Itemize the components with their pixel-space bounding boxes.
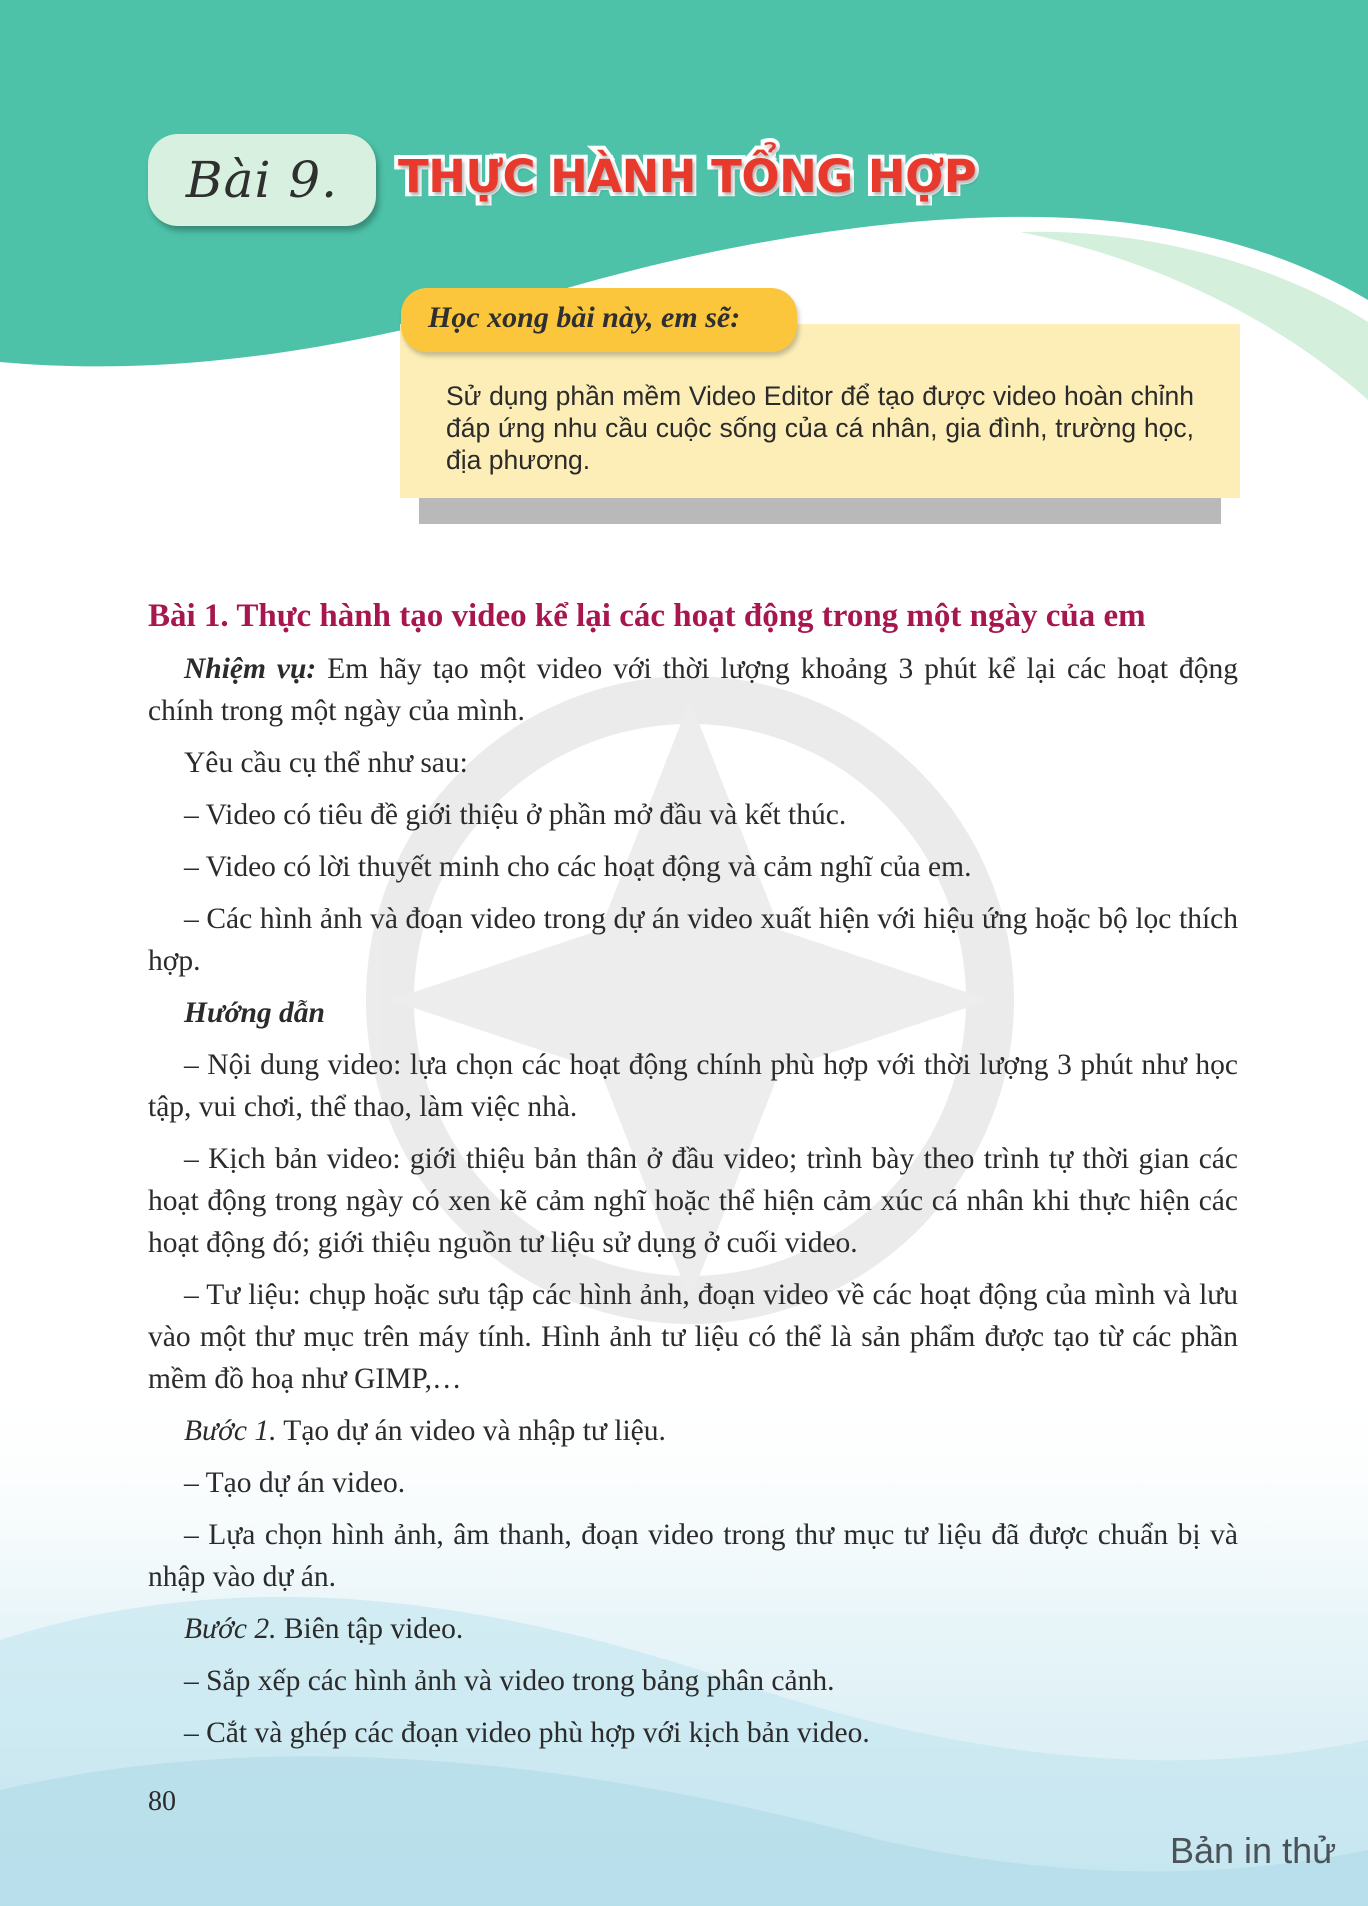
step1-text: Tạo dự án video và nhập tư liệu. <box>276 1415 666 1447</box>
page-number: 80 <box>148 1786 176 1817</box>
step2-label: Bước 2. <box>184 1613 277 1645</box>
guide-item: – Nội dung video: lựa chọn các hoạt động chính phù hợp với thời lượng 3 phút như học tập, vui chơi, thể thao, làm việc nhà. <box>148 1049 1238 1123</box>
requirement-item: – Video có tiêu đề giới thiệu ở phần mở đầu và kết thúc. <box>184 799 847 831</box>
objectives-label <box>401 288 797 352</box>
guide-paragraph <box>148 992 1238 1034</box>
step1-paragraph <box>148 1410 1238 1452</box>
task-label: Nhiệm vụ: <box>184 653 317 685</box>
step2-paragraph <box>148 1608 1238 1650</box>
guide-item: – Kịch bản video: giới thiệu bản thân ở đầu video; trình bày theo trình tự thời gian các hoạt động trong ngày có xen kẽ cảm nghĩ hoặc thể hiện cảm xúc cá nhân khi thực hiện các hoạt động đó; giới thiệu nguồn tư liệu sử dụng ở cuối video. <box>148 1143 1238 1259</box>
objectives-box-shadow <box>419 498 1221 524</box>
exercise-heading: Bài 1. Thực hành tạo video kể lại các hoạt động trong một ngày của em <box>148 598 1146 634</box>
guide-item: – Tư liệu: chụp hoặc sưu tập các hình ảnh, đoạn video về các hoạt động của mình và lưu vào một thư mục trên máy tính. Hình ảnh tư liệu có thể là sản phẩm được tạo từ các phần mềm đồ hoạ như GIMP,… <box>148 1279 1238 1395</box>
print-proof-mark: Bản in thử <box>1170 1830 1337 1871</box>
objectives-text: Sử dụng phần mềm Video Editor để tạo được video hoàn chỉnh đáp ứng nhu cầu cuộc sống của cá nhân, gia đình, trường học, địa phương. <box>446 381 1194 475</box>
task-paragraph <box>148 648 1238 732</box>
lesson-title: THỰC HÀNH TỔNG HỢP <box>398 150 977 203</box>
step1-label: Bước 1. <box>184 1415 277 1447</box>
exercise-body <box>148 648 1238 1764</box>
step2-text: Biên tập video. <box>276 1613 464 1645</box>
lesson-number-badge <box>148 134 376 226</box>
requirement-item: – Các hình ảnh và đoạn video trong dự án video xuất hiện với hiệu ứng hoặc bộ lọc thích hợp. <box>148 903 1238 977</box>
requirement-item: – Video có lời thuyết minh cho các hoạt động và cảm nghĩ của em. <box>184 851 972 883</box>
lesson-number: Bài 9. <box>185 151 339 209</box>
step2-item: – Cắt và ghép các đoạn video phù hợp với kịch bản video. <box>184 1717 870 1749</box>
guide-label: Hướng dẫn <box>184 997 325 1029</box>
step1-item: – Lựa chọn hình ảnh, âm thanh, đoạn video trong thư mục tư liệu đã được chuẩn bị và nhập vào dự án. <box>148 1519 1238 1593</box>
objectives-label-text: Học xong bài này, em sẽ: <box>428 301 741 334</box>
task-text: Em hãy tạo một video với thời lượng khoảng 3 phút kể lại các hoạt động chính trong một ngày của mình. <box>148 653 1238 727</box>
requirements-intro: Yêu cầu cụ thể như sau: <box>184 747 468 779</box>
step1-item: – Tạo dự án video. <box>184 1467 406 1499</box>
step2-item: – Sắp xếp các hình ảnh và video trong bảng phân cảnh. <box>184 1665 835 1697</box>
